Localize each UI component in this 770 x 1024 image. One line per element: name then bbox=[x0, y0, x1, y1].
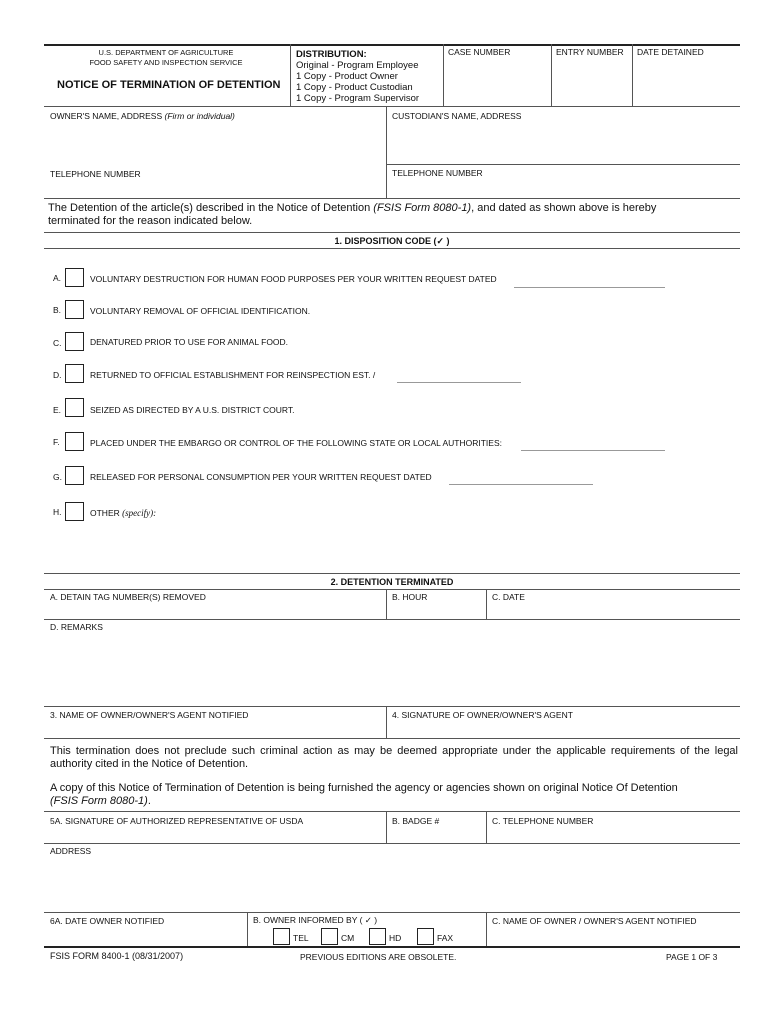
date-notified-label: 6A. DATE OWNER NOTIFIED bbox=[50, 916, 165, 926]
date-detained-label: DATE DETAINED bbox=[637, 47, 704, 57]
agency-line1: U.S. DEPARTMENT OF AGRICULTURE bbox=[98, 48, 234, 57]
remarks-field[interactable] bbox=[44, 634, 740, 704]
custodian-phone-field[interactable] bbox=[387, 165, 739, 197]
option-b-text: VOLUNTARY REMOVAL OF OFFICIAL IDENTIFICATION. bbox=[90, 306, 311, 316]
intro-text: The Detention of the article(s) described in the Notice of Detention (FSIS Form 8080-1), and dated as shown above is hereby terminated for the reason indicated below. bbox=[48, 202, 657, 227]
notice-paragraph-1: This termination does not preclude such criminal action as may be deemed appropriate under the applicable requirements of the legal authority cited in the Notice of Detention. bbox=[50, 745, 738, 770]
informed-hd-checkbox[interactable] bbox=[369, 928, 386, 945]
option-a-checkbox[interactable] bbox=[65, 268, 84, 287]
usda-phone-field[interactable] bbox=[487, 812, 739, 842]
owner-phone-field[interactable] bbox=[44, 165, 386, 197]
hour-label: B. HOUR bbox=[392, 592, 428, 602]
obsolete-notice: PREVIOUS EDITIONS ARE OBSOLETE. bbox=[300, 952, 457, 962]
option-c-checkbox[interactable] bbox=[65, 332, 84, 351]
informed-cm-checkbox[interactable] bbox=[321, 928, 338, 945]
disposition-title: 1. DISPOSITION CODE (✓ ) bbox=[334, 236, 450, 246]
owner-name-hint: (Firm or individual) bbox=[164, 111, 235, 121]
notice-paragraph-2: A copy of this Notice of Termination of Detention is being furnished the agency or agencies shown on original Notice Of Detention (FSIS Form 8080-1). bbox=[50, 782, 678, 807]
badge-label: B. BADGE # bbox=[392, 816, 440, 826]
option-letter: F. bbox=[53, 437, 60, 447]
method-label: FAX bbox=[437, 933, 454, 943]
notified-name-field[interactable] bbox=[487, 913, 739, 945]
option-h-specify-field[interactable] bbox=[160, 502, 735, 566]
option-d-checkbox[interactable] bbox=[65, 364, 84, 383]
usda-signature-field[interactable] bbox=[44, 812, 386, 842]
option-g-checkbox[interactable] bbox=[65, 466, 84, 485]
entry-number-label: ENTRY NUMBER bbox=[556, 47, 624, 57]
custodian-name-field[interactable] bbox=[387, 107, 739, 163]
custodian-name-label: CUSTODIAN'S NAME, ADDRESS bbox=[392, 111, 522, 121]
option-e-text: SEIZED AS DIRECTED BY A U.S. DISTRICT COURT. bbox=[90, 405, 295, 415]
distribution-line: 1 Copy - Program Supervisor bbox=[296, 93, 420, 104]
option-b-checkbox[interactable] bbox=[65, 300, 84, 319]
option-f-text: PLACED UNDER THE EMBARGO OR CONTROL OF THE FOLLOWING STATE OR LOCAL AUTHORITIES: bbox=[90, 438, 502, 448]
usda-phone-label: C. TELEPHONE NUMBER bbox=[492, 816, 594, 826]
agent-signature-field[interactable] bbox=[387, 707, 739, 737]
option-e-checkbox[interactable] bbox=[65, 398, 84, 417]
usda-signature-label: 5A. SIGNATURE OF AUTHORIZED REPRESENTATIVE OF USDA bbox=[50, 816, 304, 826]
option-g-text: RELEASED FOR PERSONAL CONSUMPTION PER YOUR WRITTEN REQUEST DATED bbox=[90, 472, 432, 482]
usda-address-label: ADDRESS bbox=[50, 846, 92, 856]
method-label: CM bbox=[341, 933, 355, 943]
form-title: NOTICE OF TERMINATION OF DETENTION bbox=[57, 79, 281, 91]
owner-name-field[interactable] bbox=[44, 107, 386, 163]
distribution-title: DISTRIBUTION: bbox=[296, 49, 367, 60]
distribution-line: Original - Program Employee bbox=[296, 60, 419, 71]
distribution-line: 1 Copy - Product Custodian bbox=[296, 82, 413, 93]
remarks-label: D. REMARKS bbox=[50, 622, 103, 632]
option-letter: B. bbox=[53, 305, 62, 315]
option-h-checkbox[interactable] bbox=[65, 502, 84, 521]
informed-by-label: B. OWNER INFORMED BY ( ✓ ) bbox=[253, 915, 378, 925]
option-f-authority-field[interactable] bbox=[521, 450, 665, 451]
option-letter: E. bbox=[53, 405, 62, 415]
option-d-est-field[interactable] bbox=[397, 382, 521, 383]
option-letter: H. bbox=[53, 507, 62, 517]
form-id: FSIS FORM 8400-1 (08/31/2007) bbox=[50, 951, 184, 961]
option-h-hint: (specify): bbox=[122, 508, 157, 518]
owner-name-label: OWNER'S NAME, ADDRESS (Firm or individual) bbox=[50, 111, 235, 121]
option-g-date-field[interactable] bbox=[449, 484, 593, 485]
option-letter: G. bbox=[53, 472, 62, 482]
usda-address-field[interactable] bbox=[44, 858, 740, 910]
agency-line2: FOOD SAFETY AND INSPECTION SERVICE bbox=[89, 58, 243, 67]
distribution-line: 1 Copy - Product Owner bbox=[296, 71, 398, 82]
option-letter: C. bbox=[53, 338, 62, 348]
termination-title: 2. DETENTION TERMINATED bbox=[330, 577, 454, 587]
option-letter: A. bbox=[53, 273, 62, 283]
intro-form-ref: (FSIS Form 8080-1) bbox=[373, 202, 472, 214]
method-label: TEL bbox=[293, 933, 309, 943]
method-label: HD bbox=[389, 933, 402, 943]
agent-name-label: 3. NAME OF OWNER/OWNER'S AGENT NOTIFIED bbox=[50, 710, 249, 720]
date-notified-field[interactable] bbox=[44, 913, 246, 945]
date-field[interactable] bbox=[487, 590, 739, 618]
informed-fax-checkbox[interactable] bbox=[417, 928, 434, 945]
badge-field[interactable] bbox=[387, 812, 485, 842]
case-number-label: CASE NUMBER bbox=[448, 47, 511, 57]
agent-signature-label: 4. SIGNATURE OF OWNER/OWNER'S AGENT bbox=[392, 710, 573, 720]
option-f-checkbox[interactable] bbox=[65, 432, 84, 451]
agent-name-field[interactable] bbox=[44, 707, 386, 737]
date-label: C. DATE bbox=[492, 592, 525, 602]
page-number: PAGE 1 OF 3 bbox=[666, 952, 718, 962]
tag-numbers-label: A. DETAIN TAG NUMBER(S) REMOVED bbox=[50, 592, 206, 602]
option-h-text: OTHER (specify): bbox=[90, 508, 157, 518]
option-c-text: DENATURED PRIOR TO USE FOR ANIMAL FOOD. bbox=[90, 337, 289, 347]
notified-name-label: C. NAME OF OWNER / OWNER'S AGENT NOTIFIED bbox=[492, 916, 697, 926]
option-letter: D. bbox=[53, 370, 62, 380]
hour-field[interactable] bbox=[387, 590, 485, 618]
informed-tel-checkbox[interactable] bbox=[273, 928, 290, 945]
option-a-date-field[interactable] bbox=[514, 287, 665, 288]
option-a-text: VOLUNTARY DESTRUCTION FOR HUMAN FOOD PURPOSES PER YOUR WRITTEN REQUEST DATED bbox=[90, 274, 497, 284]
notice-form-ref: (FSIS Form 8080-1) bbox=[50, 795, 148, 807]
tag-numbers-field[interactable] bbox=[44, 590, 386, 618]
owner-phone-label: TELEPHONE NUMBER bbox=[50, 169, 141, 179]
custodian-phone-label: TELEPHONE NUMBER bbox=[392, 168, 483, 178]
option-d-text: RETURNED TO OFFICIAL ESTABLISHMENT FOR REINSPECTION EST. / bbox=[90, 370, 376, 380]
